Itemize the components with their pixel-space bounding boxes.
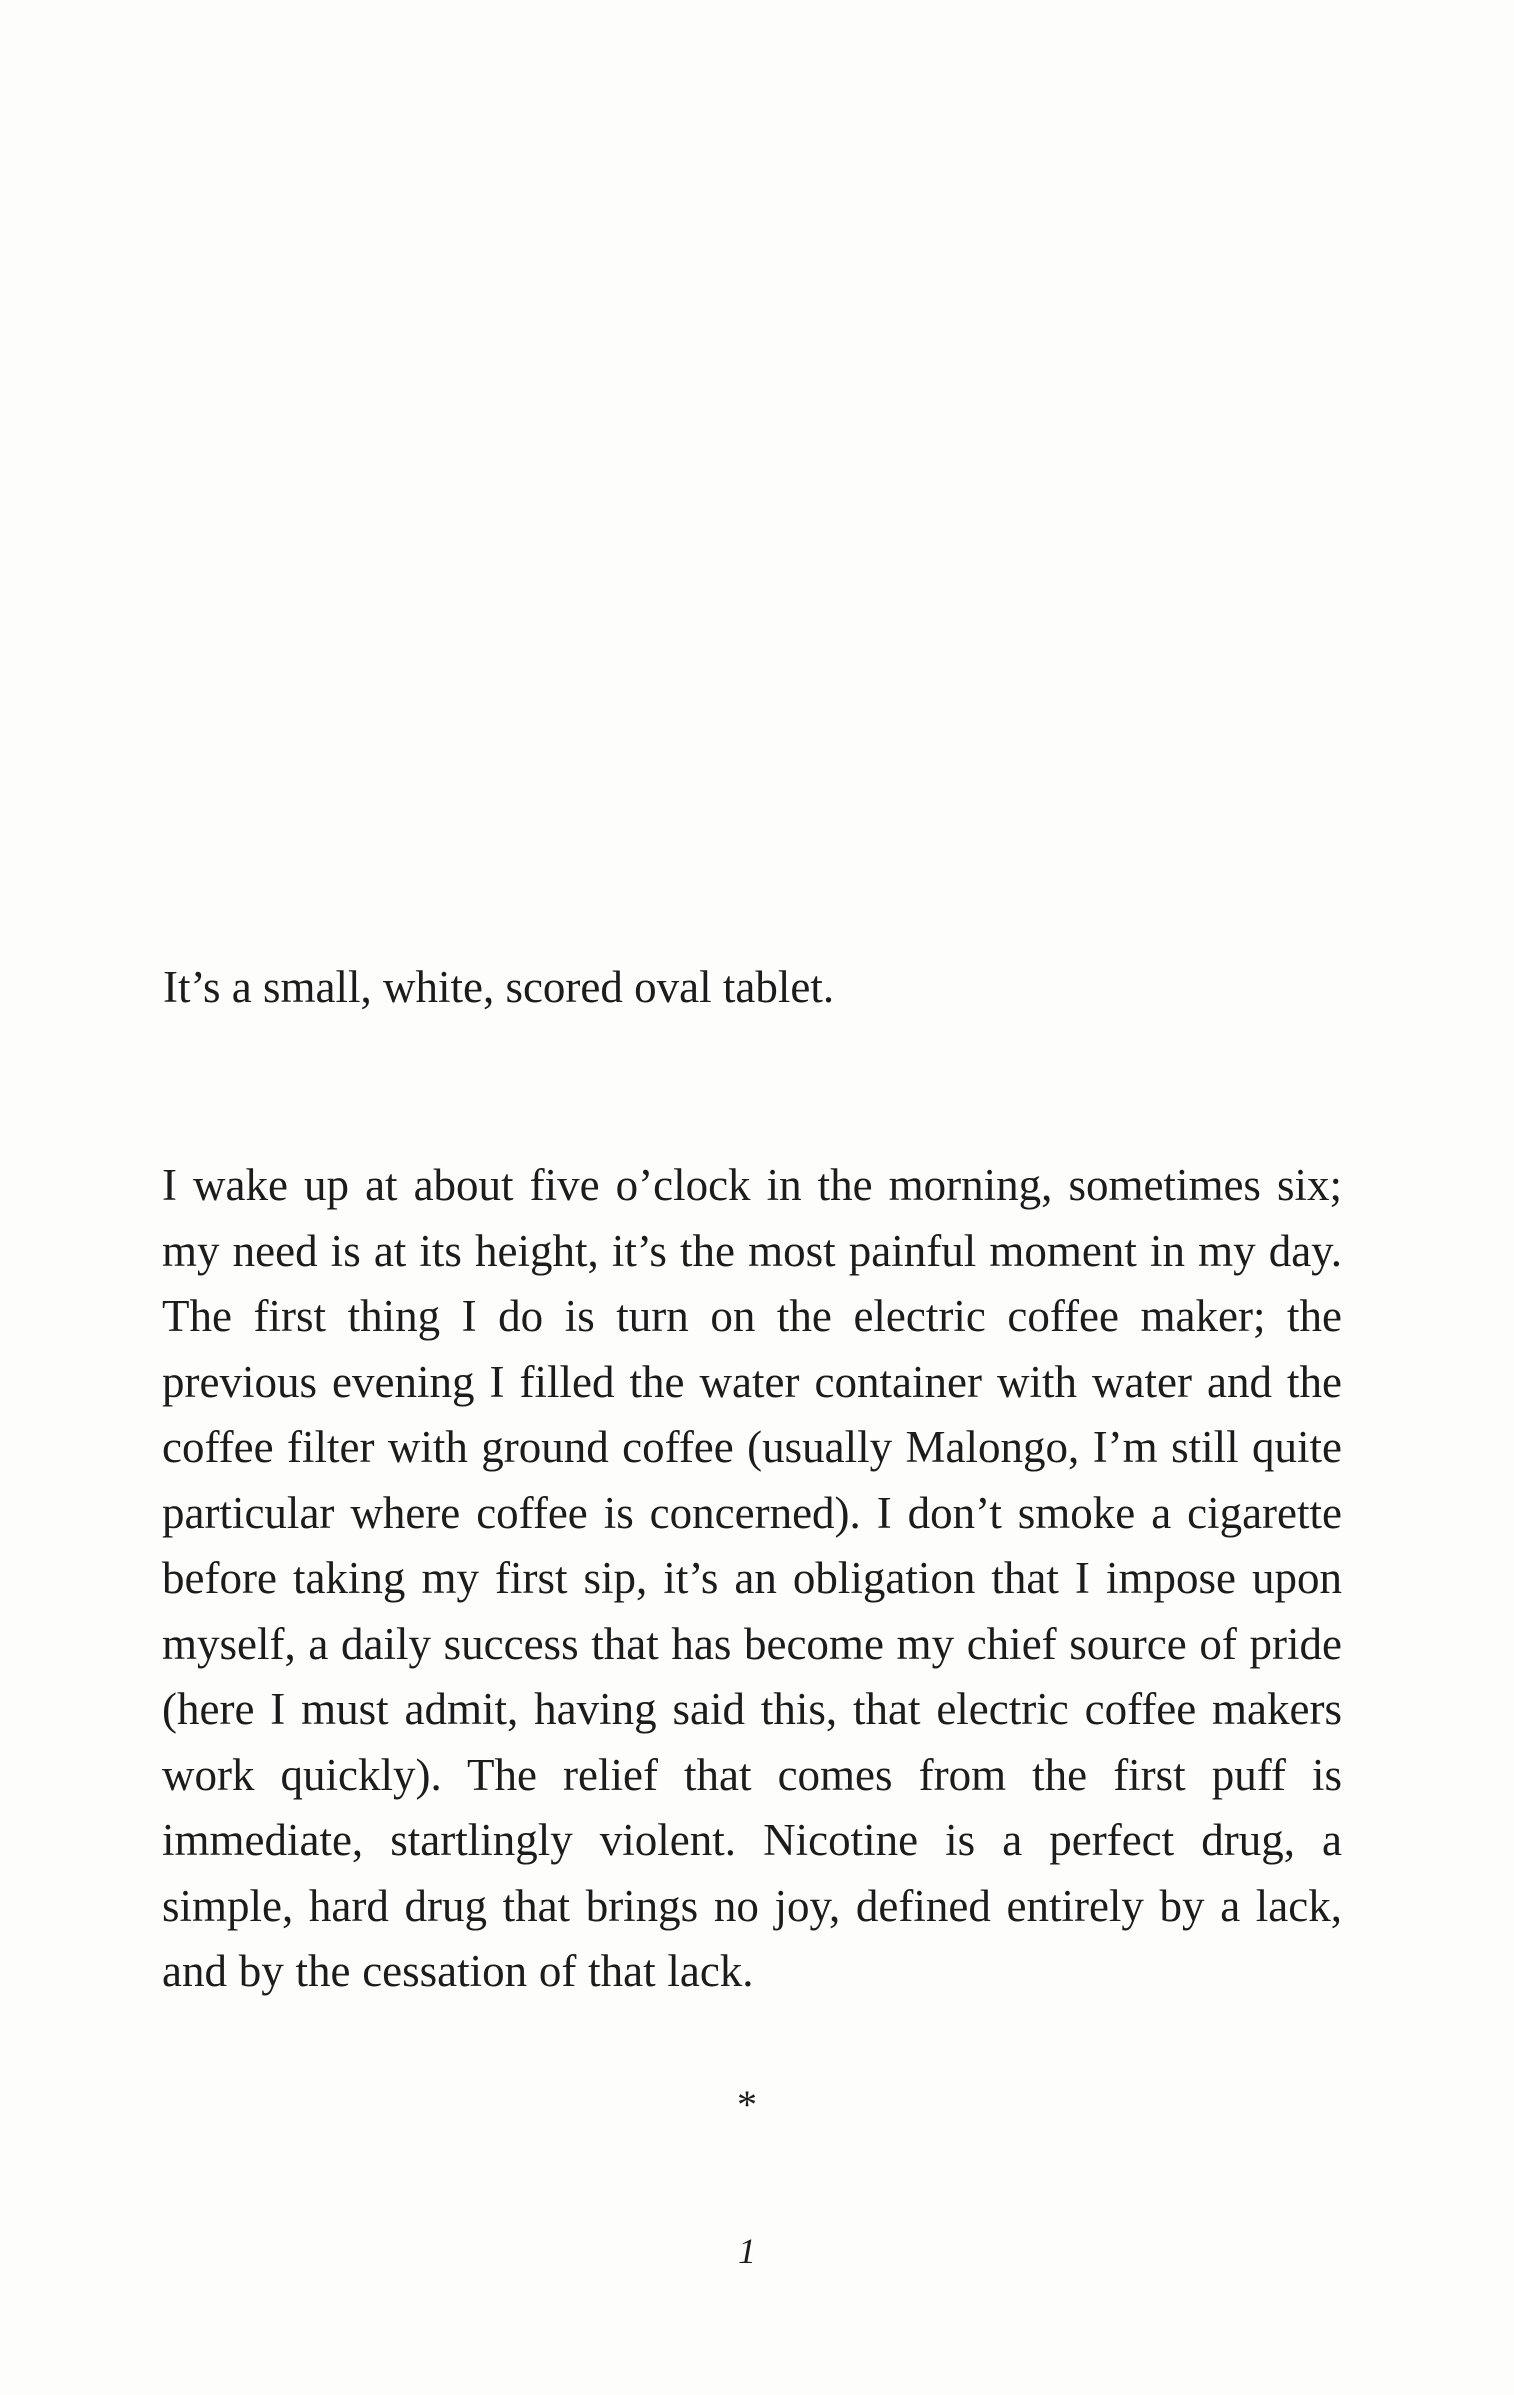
body-paragraph: I wake up at about five o’clock in the morning, sometimes six; my need is at its height, it’s the most painful moment in my day. The first thing I do is turn on the electric coffee maker; the previous evening I filled the water container with water and the coffee filter with ground coffee (usually Malongo, I’m still quite particular where coffee is concerned). I don’t smoke a cigarette before taking my first sip, it’s an obligation that I impose upon myself, a daily success that has become my chief source of pride (here I must admit, having said this, that electric coffee makers work quickly). The relief that comes from the first puff is immediate, startlingly violent. Nicotine is a perfect drug, a simple, hard drug that brings no joy, defined entirely by a lack, and by the cessation of that lack. xyxy=(162,1160,1342,1996)
page-number: 1 xyxy=(738,2231,756,2271)
epigraph: It’s a small, white, scored oval tablet. xyxy=(163,962,835,1012)
section-break-asterisk: * xyxy=(737,2082,757,2127)
